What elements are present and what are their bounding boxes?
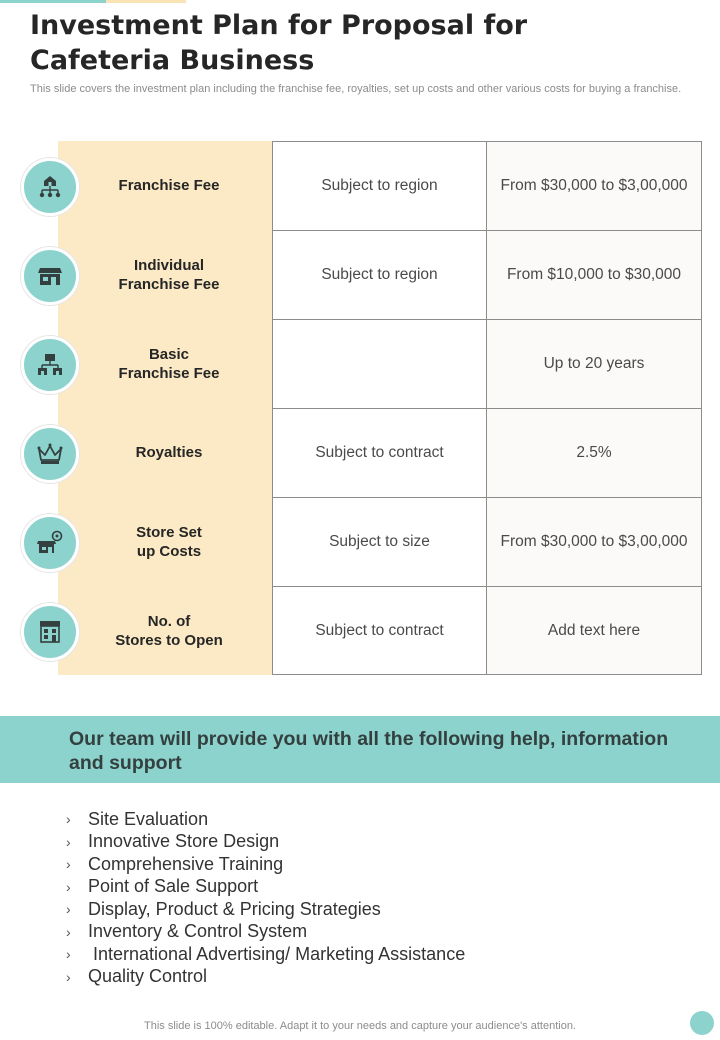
row-label-cell <box>58 141 272 230</box>
row-value-condition <box>272 319 487 408</box>
list-item <box>66 966 465 989</box>
row-label-cell <box>58 230 272 319</box>
store-icon <box>21 247 79 305</box>
list-item-label: Display, Product & Pricing Strategies <box>88 898 381 919</box>
row-label-cell <box>58 408 272 497</box>
list-item <box>66 898 465 921</box>
list-item <box>66 853 465 876</box>
footer-note: This slide is 100% editable. Adapt it to your needs and capture your audience's attention. <box>144 1020 576 1032</box>
chevron-right-icon: › <box>66 968 71 985</box>
list-item-label: Site Evaluation <box>88 808 209 829</box>
list-item <box>66 876 465 899</box>
table-row <box>58 586 702 675</box>
chevron-right-icon: › <box>66 946 71 963</box>
chevron-right-icon: › <box>66 923 71 940</box>
row-value-amount: From $10,000 to $30,000 <box>487 230 702 319</box>
list-item <box>66 943 465 966</box>
shop-front-icon <box>21 603 79 661</box>
row-value-amount: From $30,000 to $3,00,000 <box>487 497 702 586</box>
investment-table <box>58 141 702 675</box>
row-label: Store Set up Costs <box>136 523 202 560</box>
crown-icon <box>21 425 79 483</box>
row-value-condition: Subject to contract <box>272 408 487 497</box>
chevron-right-icon: › <box>66 856 71 873</box>
support-heading: Our team will provide you with all the following help, information and support <box>69 728 669 774</box>
row-value-amount: From $30,000 to $3,00,000 <box>487 141 702 230</box>
row-label: Franchise Fee <box>118 177 220 194</box>
row-value-condition: Subject to size <box>272 497 487 586</box>
list-item-label: Innovative Store Design <box>88 831 280 852</box>
row-value-amount: 2.5% <box>487 408 702 497</box>
table-row <box>58 230 702 319</box>
list-item-label: Inventory & Control System <box>88 921 308 942</box>
row-value-amount: Up to 20 years <box>487 319 702 408</box>
row-label: Royalties <box>135 444 203 461</box>
table-row <box>58 141 702 230</box>
row-label-cell <box>58 586 272 675</box>
chevron-right-icon: › <box>66 878 71 895</box>
hierarchy-house-icon <box>21 158 79 216</box>
list-item <box>66 808 465 831</box>
table-row <box>58 408 702 497</box>
corner-dot <box>690 1011 714 1035</box>
support-list <box>66 808 465 988</box>
row-value-amount: Add text here <box>487 586 702 675</box>
table-row <box>58 497 702 586</box>
row-label: Basic Franchise Fee <box>118 345 220 382</box>
store-location-icon <box>21 514 79 572</box>
org-chart-icon <box>21 336 79 394</box>
top-accent-yellow <box>106 0 186 3</box>
list-item <box>66 831 465 854</box>
list-item-label: Point of Sale Support <box>88 876 259 897</box>
chevron-right-icon: › <box>66 833 71 850</box>
page-subtitle: This slide covers the investment plan including the franchise fee, royalties, set up costs and other various costs for buying a franchise. <box>30 83 682 95</box>
row-label: Individual Franchise Fee <box>118 256 220 293</box>
row-value-condition: Subject to region <box>272 230 487 319</box>
row-value-condition: Subject to region <box>272 141 487 230</box>
row-label: No. of Stores to Open <box>115 612 223 649</box>
top-accent-teal <box>0 0 106 3</box>
chevron-right-icon: › <box>66 811 71 828</box>
row-label-cell <box>58 319 272 408</box>
page-title: Investment Plan for Proposal for Cafeteria Business <box>30 10 528 76</box>
table-row <box>58 319 702 408</box>
row-value-condition: Subject to contract <box>272 586 487 675</box>
row-label-cell <box>58 497 272 586</box>
support-banner <box>0 716 720 783</box>
list-item <box>66 921 465 944</box>
list-item-label: International Advertising/ Marketing Assistance <box>88 943 466 964</box>
chevron-right-icon: › <box>66 901 71 918</box>
list-item-label: Quality Control <box>88 966 208 987</box>
list-item-label: Comprehensive Training <box>88 853 284 874</box>
